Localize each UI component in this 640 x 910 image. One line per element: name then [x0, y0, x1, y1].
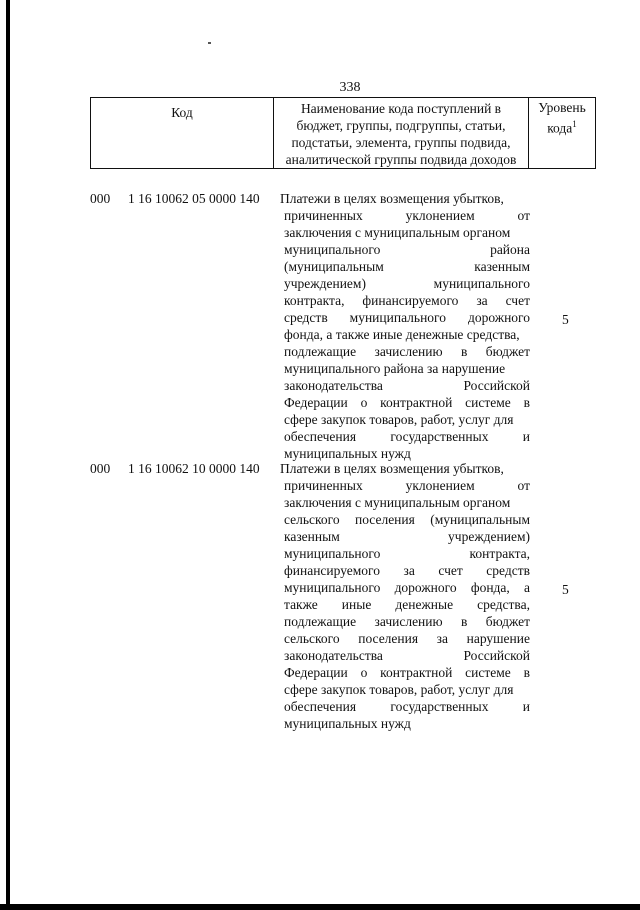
- description-line: муниципального района: [284, 242, 530, 257]
- revenue-description: [280, 460, 530, 732]
- description-line: казенным учреждением): [284, 529, 530, 544]
- revenue-description: [280, 190, 530, 462]
- description-line: сфере закупок товаров, работ, услуг для: [284, 412, 514, 427]
- header-name: [274, 98, 529, 169]
- description-line: заключения с муниципальным органом: [284, 225, 511, 240]
- description-line: заключения с муниципальным органом: [284, 495, 511, 510]
- header-name-line: аналитической группы подвида доходов: [285, 152, 517, 167]
- description-line: муниципального района за нарушение: [284, 361, 506, 376]
- description-line: законодательства Российской: [284, 378, 530, 393]
- description-line: сельского поселения (муниципальным: [284, 512, 530, 527]
- description-line: фонда, а также иные денежные средства,: [284, 327, 520, 342]
- scan-border-left: [6, 0, 10, 910]
- description-line: средств муниципального дорожного: [284, 310, 530, 325]
- level-value: 5: [562, 582, 569, 597]
- footnote-marker: 1: [572, 119, 577, 129]
- description-line: Платежи в целях возмещения убытков,: [280, 191, 504, 206]
- description-line: причиненных уклонением от: [284, 208, 530, 223]
- header-name-line: Наименование кода поступлений в: [300, 101, 502, 116]
- header-level-line: [529, 116, 595, 137]
- scan-speck: [208, 42, 211, 44]
- description-line: контракта, финансируемого за счет: [284, 293, 530, 308]
- scan-border-bottom: [0, 904, 640, 910]
- header-code: Код: [91, 98, 274, 169]
- description-line: Федерации о контрактной системе в: [284, 665, 530, 680]
- revenue-code: 1 16 10062 05 0000 140: [128, 191, 260, 206]
- description-line: подлежащие зачислению в бюджет: [284, 344, 530, 359]
- description-line: сельского поселения за нарушение: [284, 631, 530, 646]
- admin-code: 000: [90, 191, 111, 206]
- description-line: (муниципальным казенным: [284, 259, 530, 274]
- description-line: также иные денежные средства,: [284, 597, 530, 612]
- description-line: обеспечения государственных и: [284, 699, 530, 714]
- header-name-line: подстатьи, элемента, группы подвида,: [291, 135, 511, 150]
- description-line: учреждением) муниципального: [284, 276, 530, 291]
- header-level: [529, 98, 596, 169]
- header-level-line: Уровень: [538, 100, 586, 115]
- description-line: муниципального контракта,: [284, 546, 530, 561]
- description-line: причиненных уклонением от: [284, 478, 530, 493]
- description-line: финансируемого за счет средств: [284, 563, 530, 578]
- level-value: 5: [562, 312, 569, 327]
- header-table: [90, 97, 596, 169]
- revenue-code: 1 16 10062 10 0000 140: [128, 461, 260, 476]
- description-line: сфере закупок товаров, работ, услуг для: [284, 682, 514, 697]
- description-line: Федерации о контрактной системе в: [284, 395, 530, 410]
- description-line: муниципальных нужд: [284, 446, 411, 461]
- description-line: обеспечения государственных и: [284, 429, 530, 444]
- admin-code: 000: [90, 461, 111, 476]
- page-number: 338: [339, 80, 361, 95]
- description-line: муниципального дорожного фонда, а: [284, 580, 530, 595]
- header-level-word: кода: [547, 120, 573, 136]
- description-line: законодательства Российской: [284, 648, 530, 663]
- description-line: подлежащие зачислению в бюджет: [284, 614, 530, 629]
- description-line: муниципальных нужд: [284, 716, 411, 731]
- header-name-line: бюджет, группы, подгруппы, статьи,: [296, 118, 506, 133]
- description-line: Платежи в целях возмещения убытков,: [280, 461, 504, 476]
